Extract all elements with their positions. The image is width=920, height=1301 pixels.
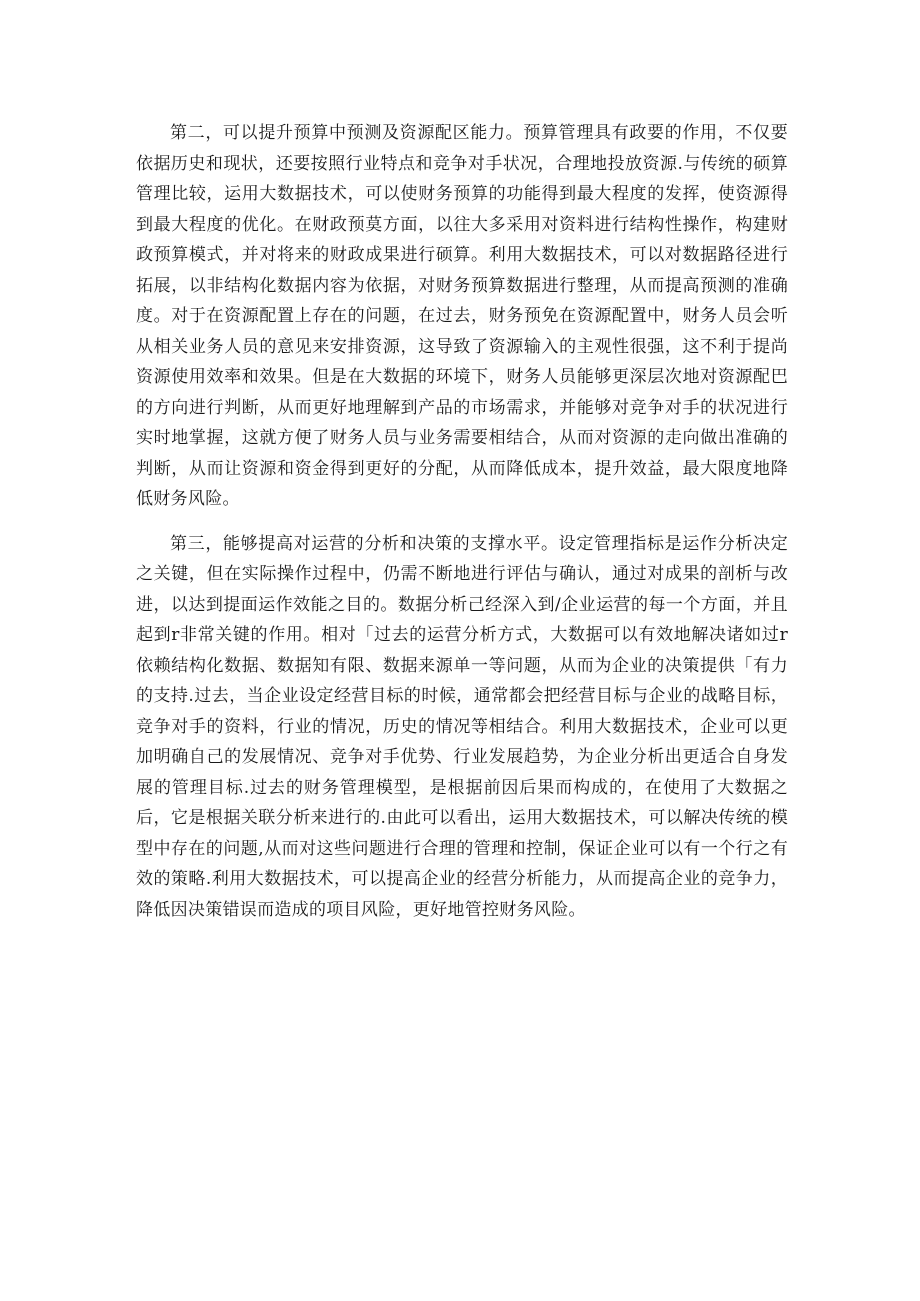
paragraph-operational-analysis: 第三，能够提高对运营的分析和决策的支撑水平。设定管理指标是运作分析决定之关键，但在实际操作过程中，仍需不断地进行评估与确认，通过对成果的剖析与改进，以达到提面运作效能之目的。数据分析己经深入到/企业运营的每一个方面，并且起到r非常关键的作用。相对「过去的运营分析方式，大数据可以有效地解决诸如过r依赖结构化数据、数据知有限、数据来源单一等问题，从而为企业的决策提供「有力的支持.过去，当企业设定经营目标的时候，通常都会把经营目标与企业的战略目标，竞争对手的资料，行业的情况，历史的情况等相结合。利用大数据技术，企业可以更加明确自己的发展情况、竞争对手优势、行业发展趋势，为企业分析出更适合自身发展的管理目标.过去的财务管理模型，是根据前因后果而构成的，在使用了大数据之后，它是根据关联分析来进行的.由此可以看出，运用大数据技术，可以解决传统的模型中存在的问题,从而对这些问题进行合理的管理和控制，保证企业可以有一个行之有效的策略.利用大数据技术，可以提高企业的经营分析能力，从而提高企业的竞争力，降低因决策错误而造成的项目风险，更好地管控财务风险。 xyxy=(136,533,788,920)
document-body xyxy=(136,118,788,925)
paragraph-budget-forecasting: 第二，可以提升预算中预测及资源配区能力。预算管理具有政要的作用，不仅要依据历史和现状，还要按照行业特点和竞争对手状况，合理地投放资源.与传统的硕算管理比较，运用大数据技术，可以使财务预算的功能得到最大程度的发挥，使资源得到最大程度的优化。在财政预莫方面，以往大多采用对资料进行结构性操作，构建财政预算模式，并对将来的财政成果进行硕算。利用大数据技术，可以对数据路径进行拓展，以非结构化数据内容为依据，对财务预算数据进行整理，从而提高预测的准确度。对于在资源配置上存在的问题，在过去，财务预免在资源配置中，财务人员会听从相关业务人员的意见来安排资源，这导致了资源输入的主观性很强，这不利于提尚资源使用效率和效果。但是在大数据的环境下，财务人员能够更深层次地对资源配巴的方向进行判断，从而更好地理解到产品的市场需求，并能够对竞争对手的状况进行实时地掌握，这就方便了财务人员与业务需要相结合，从而对资源的走向做出准确的判断，从而让资源和资金得到更好的分配，从而降低成本，提升效益，最大限度地降低财务风险。 xyxy=(136,123,788,509)
